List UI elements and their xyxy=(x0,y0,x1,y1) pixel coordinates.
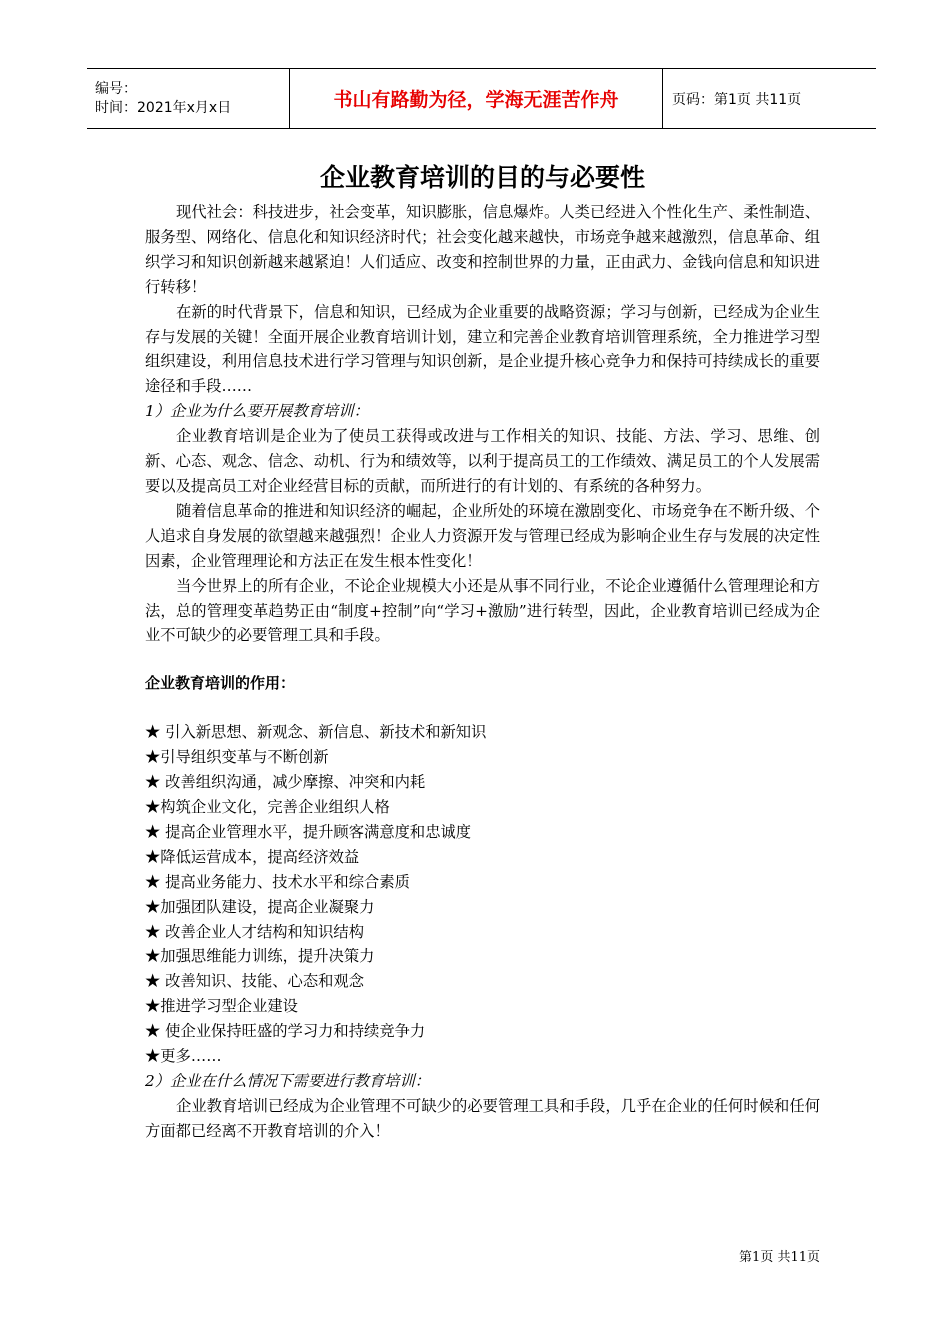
header-motto xyxy=(289,69,663,128)
list-item: ★ 提高业务能力、技术水平和综合素质 xyxy=(145,872,410,891)
list-item: ★加强思维能力训练，提升决策力 xyxy=(145,947,375,966)
list-item: ★ 改善组织沟通，减少摩擦、冲突和内耗 xyxy=(145,773,426,792)
list-item: ★ 引入新思想、新观念、新信息、新技术和新知识 xyxy=(145,723,487,742)
roles-title: 企业教育培训的作用： xyxy=(145,674,296,693)
list-item: ★引导组织变革与不断创新 xyxy=(145,748,329,767)
motto-text: 书山有路勤为径，学海无涯苦作舟 xyxy=(333,89,619,111)
date-line: 时间：2021年x月x日 xyxy=(95,99,232,116)
page-footer: 第1页 共11页 xyxy=(739,1250,820,1265)
section-paragraph: 当今世界上的所有企业，不论企业规模大小还是从事不同行业，不论企业遵循什么管理理论和方法，总的管理变革趋势正由“制度+控制”向“学习+激励”进行转型，因此，企业教育培训已经成为企业不可缺少的必要管理工具和手段。 xyxy=(145,576,820,645)
section-paragraph: 随着信息革命的推进和知识经济的崛起，企业所处的环境在激剧变化、市场竞争在不断升级、个人追求自身发展的欲望越来越强烈！企业人力资源开发与管理已经成为影响企业生存与发展的决定性因素，企业管理理论和方法正在发生根本性变化！ xyxy=(145,501,820,570)
list-item: ★更多…… xyxy=(145,1047,222,1066)
number-label: 编号： xyxy=(95,80,137,97)
list-item: ★ 提高企业管理水平，提升顾客满意度和忠诚度 xyxy=(145,822,472,841)
section-heading: 1）企业为什么要开展教育培训： xyxy=(145,402,369,421)
document-title: 企业教育培训的目的与必要性 xyxy=(319,163,645,192)
document-header xyxy=(87,68,876,129)
list-item: ★ 使企业保持旺盛的学习力和持续竞争力 xyxy=(145,1022,426,1041)
document-body xyxy=(145,158,820,1144)
intro-paragraph: 现代社会：科技进步，社会变革，知识膨胀，信息爆炸。人类已经进入个性化生产、柔性制造、服务型、网络化、信息化和知识经济时代；社会变化越来越快，市场竞争越来越激烈，信息革命、组织学习和知识创新越来越紧迫！人们适应、改变和控制世界的力量，正由武力、金钱向信息和知识进行转移！ xyxy=(145,203,820,296)
section-paragraph: 企业教育培训已经成为企业管理不可缺少的必要管理工具和手段，几乎在企业的任何时候和任何方面都已经离不开教育培训的介入！ xyxy=(145,1096,820,1140)
list-item: ★构筑企业文化，完善企业组织人格 xyxy=(145,798,390,817)
section-heading: 2）企业在什么情况下需要进行教育培训： xyxy=(145,1072,431,1090)
list-item: ★ 改善企业人才结构和知识结构 xyxy=(145,922,365,941)
roles-list xyxy=(145,720,820,1069)
header-page-info xyxy=(663,69,876,128)
list-item: ★推进学习型企业建设 xyxy=(145,997,298,1016)
page-info-text: 页码：第1页 共11页 xyxy=(672,91,802,108)
list-item: ★ 改善知识、技能、心态和观念 xyxy=(145,972,365,991)
list-item: ★加强团队建设，提高企业凝聚力 xyxy=(145,897,375,916)
intro-paragraph: 在新的时代背景下，信息和知识，已经成为企业重要的战略资源；学习与创新，已经成为企业生存与发展的关键！全面开展企业教育培训计划，建立和完善企业教育培训管理系统，全力推进学习型组织建设，利用信息技术进行学习管理与知识创新，是企业提升核心竞争力和保持可持续成长的重要途径和手段…… xyxy=(145,302,820,396)
header-meta xyxy=(87,69,289,128)
section-paragraph: 企业教育培训是企业为了使员工获得或改进与工作相关的知识、技能、方法、学习、思维、创新、心态、观念、信念、动机、行为和绩效等，以利于提高员工的工作绩效、满足员工的个人发展需要以及提高员工对企业经营目标的贡献，而所进行的有计划的、有系统的各种努力。 xyxy=(145,427,820,495)
list-item: ★降低运营成本，提高经济效益 xyxy=(145,847,360,866)
